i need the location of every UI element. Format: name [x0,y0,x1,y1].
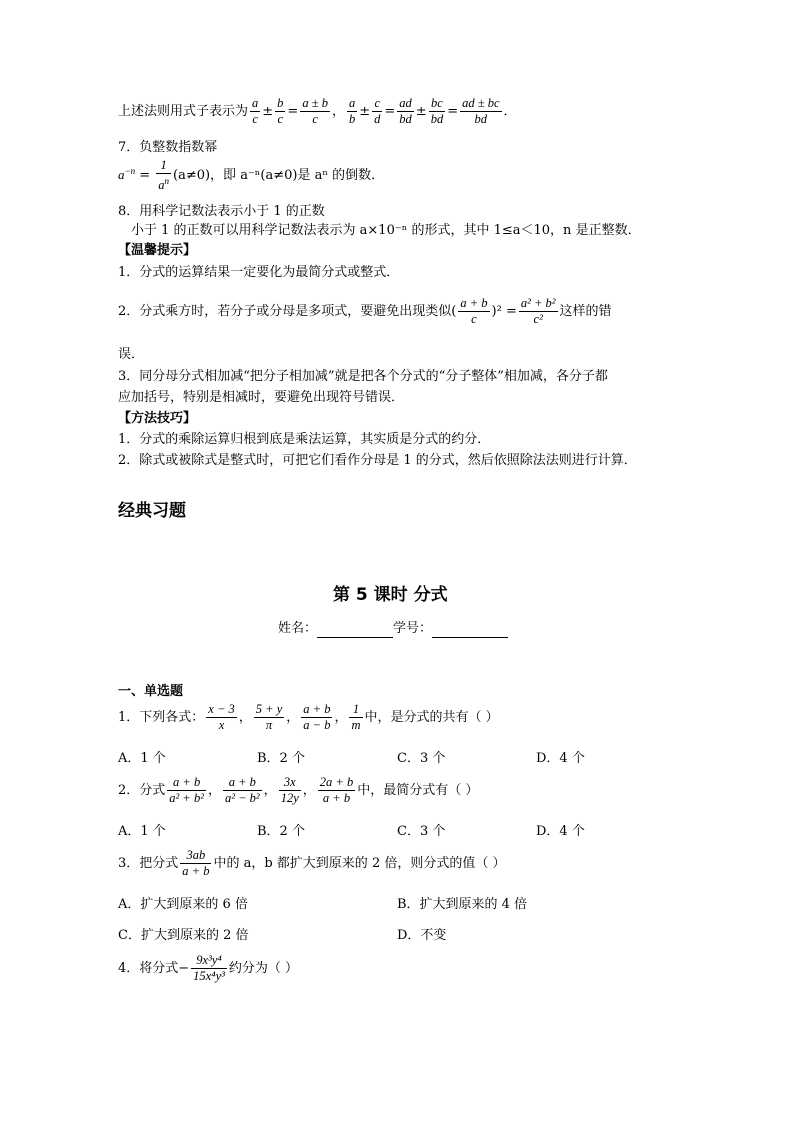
q1-fraction-2: $\frac{5 + y}{\pi}$ [255,702,283,732]
fraction-adbc-over-bd: $\frac{ad \pm bc}{bd}$ [462,96,500,126]
fraction-bc-over-bd: $\frac{bc}{bd}$ [430,96,444,126]
plus-minus-sign: ± [359,104,371,119]
q1-option-c[interactable]: C．3 个 [397,751,446,766]
q2-suffix: 中，最简分式有（ ） [357,783,479,798]
tip-2-suffix: 这样的错 [559,304,612,319]
name-field[interactable] [317,624,393,638]
q2-fraction-3: $\frac{3x}{12y}$ [280,775,299,805]
q3-option-c[interactable]: C．扩大到原来的 2 倍 [118,928,249,943]
q1-suffix: 中，是分式的共有（ ） [364,710,499,725]
method-2: 2．除式或被除式是整式时，可把它们看作分母是 1 的分式，然后依照除法法则进行计算． [118,453,637,468]
q4-prefix: 4．将分式− [118,961,190,976]
q1-option-d[interactable]: D．4 个 [536,751,585,766]
q1-fraction-4: $\frac{1}{m}$ [351,702,361,732]
fraction-a-over-c: $\frac{a}{c}$ [252,96,259,126]
power-exponent: −n [124,165,136,176]
q3-option-b[interactable]: B．扩大到原来的 4 倍 [397,897,528,912]
q1-prefix: 1．下列各式： [118,710,205,725]
plus-minus-sign: ± [415,104,427,119]
q2-fraction-2: $\frac{a + b}{\text{a² − b²}}$ [224,775,260,805]
item-7-formula: $a^{-n}$ = $\frac{1}{a^n}$ (a≠0)，即 a⁻ⁿ(a≠0)是 aⁿ 的倒数． [118,158,385,193]
q2-option-a[interactable]: A．1 个 [118,824,166,839]
q3-fraction: $\frac{3ab}{a + b}$ [182,848,210,878]
question-1: 1．下列各式： $\frac{x - 3}{x}$ ， $\frac{5 + y}{\pi}$ ， $\frac{a + b}{a - b}$ ， $\frac{1}{m}$ 中，是分式的共有（ ） [118,702,499,732]
tip-2-middle: )² = [491,304,517,319]
tip-3-line-1: 3．同分母分式相加减“把分子相加减”就是把各个分式的“分子整体”相加减，各分子都 [118,369,608,384]
tip-2 [118,296,612,327]
lesson-title: 第 5 课时 分式 [333,585,448,605]
tip-2-continued: 误． [118,347,145,362]
id-field[interactable] [432,624,508,638]
method-1: 1．分式的乘除运算归根到底是乘法运算，其实质是分式的约分． [118,432,491,447]
fraction-c-over-d: $\frac{c}{d}$ [374,96,381,126]
section-title: 经典习题 [118,501,186,521]
power-base: a [118,167,125,183]
equals-sign: = [287,104,299,119]
plus-minus-sign: ± [262,104,274,119]
fraction-a2-plus-b2-over-c2: $\frac{\text{a² + b²}}{\text{c²}}$ [520,296,556,326]
fraction-a-over-b: $\frac{a}{b}$ [348,96,356,126]
methods-heading: 【方法技巧】 [118,411,197,426]
question-2: 2．分式 $\frac{a + b}{\text{a² + b²}}$ ， $\frac{a + b}{\text{a² − b²}}$ ， $\frac{3x}{12y}$ ， $\frac{2a + b}{a + b}$ 中，最简分式有（ ） [118,775,479,805]
fraction-1-over-a-n: $\frac{1}{a^n}$ [158,158,169,193]
tip-1: 1．分式的运算结果一定要化为最简分式或整式． [118,265,400,280]
q1-fraction-3: $\frac{a + b}{a - b}$ [303,702,331,732]
q2-option-c[interactable]: C．3 个 [397,824,446,839]
equals-sign: = [384,104,396,119]
tips-heading: 【温馨提示】 [118,243,197,258]
q2-option-b[interactable]: B．2 个 [257,824,305,839]
tip-3-line-2: 应加括号，特别是相减时，要避免出现符号错误． [118,390,405,405]
id-label: 学号： [393,621,433,636]
q3-suffix: 中的 a，b 都扩大到原来的 2 倍，则分式的值（ ） [213,856,506,871]
item-7-rest: (a≠0)，即 a⁻ⁿ(a≠0)是 aⁿ 的倒数． [173,168,385,184]
q2-fraction-4: $\frac{2a + b}{a + b}$ [319,775,354,805]
item-8-body: 小于 1 的正数可以用科学记数法表示为 a×10⁻ⁿ 的形式，其中 1≤a＜10，n 是正整数． [131,223,641,238]
comma: ， [331,104,345,119]
item-7-title: 7．负整数指数幂 [118,140,218,155]
q2-fraction-1: $\frac{a + b}{\text{a² + b²}}$ [169,775,204,805]
period: ． [503,104,517,119]
fraction-rule-line [118,96,517,127]
q4-fraction: $\frac{\text{9x³y⁴}}{\text{15x⁴y³}}$ [193,953,225,983]
equals-sign: = [447,104,459,119]
name-label: 姓名： [278,621,318,636]
fraction-a-plus-b-over-c: $\frac{a + b}{c}$ [460,296,488,326]
q2-prefix: 2．分式 [118,783,166,798]
item-8-title: 8．用科学记数法表示小于 1 的正数 [118,204,325,219]
question-4 [118,953,298,984]
q3-option-d[interactable]: D．不变 [397,928,447,943]
rule-prefix: 上述法则用式子表示为 [118,104,249,119]
q1-option-b[interactable]: B．2 个 [257,751,305,766]
q1-option-a[interactable]: A．1 个 [118,751,166,766]
part-heading: 一、单选题 [118,684,184,699]
q3-prefix: 3．把分式 [118,856,179,871]
tip-2-prefix: 2．分式乘方时，若分子或分母是多项式，要避免出现类似( [118,304,457,319]
fraction-b-over-c: $\frac{b}{c}$ [277,96,284,126]
question-3 [118,848,505,879]
fraction-ad-over-bd: $\frac{ad}{bd}$ [399,96,412,126]
q1-fraction-1: $\frac{x - 3}{x}$ [208,702,235,732]
student-info-line [278,620,508,638]
q3-option-a[interactable]: A．扩大到原来的 6 倍 [118,897,248,912]
fraction-a-pm-b-over-c: $\frac{a \pm b}{c}$ [302,96,328,126]
q4-suffix: 约分为（ ） [228,961,299,976]
q2-option-d[interactable]: D．4 个 [536,824,585,839]
